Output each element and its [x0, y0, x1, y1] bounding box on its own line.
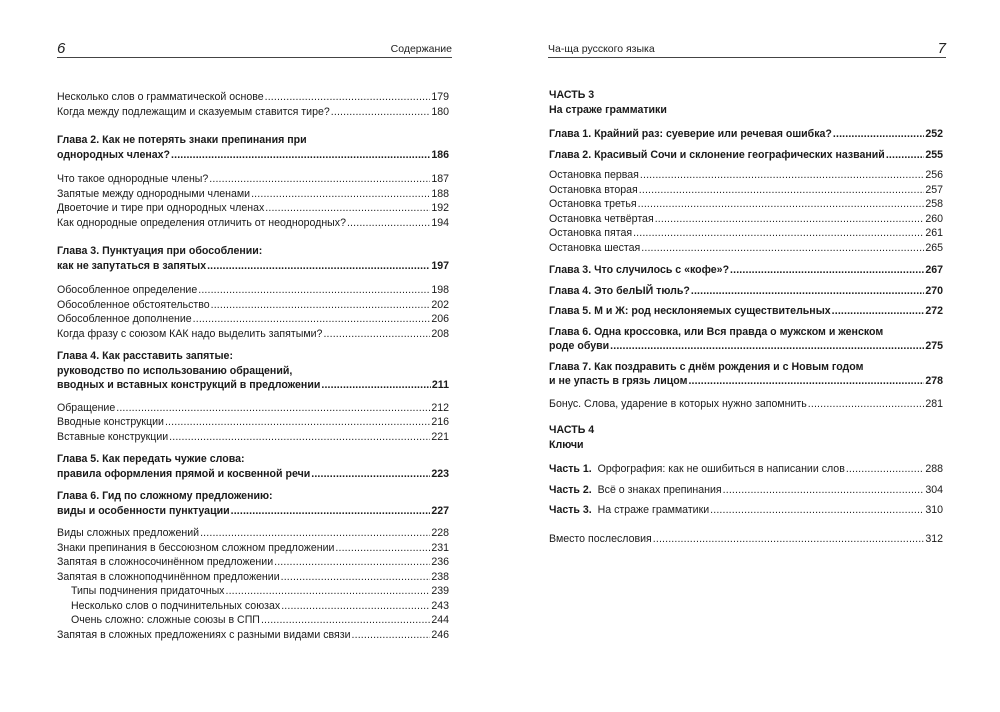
toc-entry[interactable]: Запятая в сложных предложениях с разными видами связи . . . 246 [57, 628, 449, 643]
chapter-6-entry[interactable]: виды и особенности пунктуации . . . 227 [57, 504, 449, 519]
toc-entry[interactable]: Обособленное определение . . . 198 [57, 283, 449, 298]
right-page [500, 0, 1000, 712]
chapter-1-entry[interactable]: Глава 1. Крайний раз: суеверие или речевая ошибка? . . . 252 [549, 127, 943, 142]
chapter-5-title: Глава 5. Как передать чужие слова: [57, 453, 245, 465]
chapter-4-subtitle: руководство по использованию обращений, [57, 364, 293, 377]
toc-subentry[interactable]: Типы подчинения придаточных . . . 239 [57, 584, 449, 599]
toc-right [549, 88, 943, 546]
toc-entry[interactable]: Остановка первая . . . 256 [549, 168, 943, 183]
chapter-4-entry[interactable]: вводных и вставных конструкций в предложении . . . 211 [57, 378, 449, 393]
toc-left [57, 90, 449, 642]
toc-entry[interactable]: Виды сложных предложений . . . 228 [57, 526, 449, 541]
toc-entry[interactable]: Двоеточие и тире при однородных членах . . . 192 [57, 201, 449, 216]
toc-entry[interactable]: Когда фразу с союзом КАК надо выделить запятыми? . . . 208 [57, 327, 449, 342]
page-number: 6 [57, 40, 66, 57]
afterword-entry[interactable]: Вместо послесловия . . . 312 [549, 532, 943, 547]
chapter-7-entry[interactable]: и не упасть в грязь лицом . . . 278 [549, 374, 943, 389]
chapter-6-title: Глава 6. Одна кроссовка, или Вся правда о мужском и женском [549, 325, 884, 338]
keys-entry[interactable]: Часть 1. Орфография: как не ошибиться в написании слов . . . 288 [549, 462, 943, 477]
part-4-label: ЧАСТЬ 4 [549, 424, 595, 436]
keys-entry[interactable]: Часть 2. Всё о знаках препинания . . . 304 [549, 483, 943, 498]
toc-entry[interactable]: Знаки препинания в бессоюзном сложном предложении . . . 231 [57, 541, 449, 556]
running-header: Ча-ща русского языка [548, 43, 655, 55]
toc-entry[interactable]: Запятая в сложноподчинённом предложении . . . 238 [57, 570, 449, 585]
toc-entry[interactable]: Вставные конструкции . . . 221 [57, 430, 449, 445]
chapter-3-entry[interactable]: как не запутаться в запятых . . . 197 [57, 259, 449, 274]
keys-entry[interactable]: Часть 3. На страже грамматики . . . 310 [549, 503, 943, 518]
toc-entry[interactable]: Остановка пятая . . . 261 [549, 226, 943, 241]
running-header: Содержание [390, 43, 452, 55]
part-3-label: ЧАСТЬ 3 [549, 89, 595, 101]
chapter-3-entry[interactable]: Глава 3. Что случилось с «кофе»? . . . 267 [549, 263, 943, 278]
chapter-6-entry[interactable]: роде обуви . . . 275 [549, 339, 943, 354]
part-3-title: На страже грамматики [549, 103, 667, 116]
toc-entry[interactable]: Обособленное обстоятельство . . . 202 [57, 298, 449, 313]
bonus-entry[interactable]: Бонус. Слова, ударение в которых нужно запомнить . . . 281 [549, 397, 943, 412]
toc-entry[interactable]: Вводные конструкции . . . 216 [57, 415, 449, 430]
chapter-5-entry[interactable]: правила оформления прямой и косвенной речи . . . 223 [57, 467, 449, 482]
chapter-3-title: Глава 3. Пунктуация при обособлении: [57, 245, 263, 257]
page-number: 7 [937, 40, 946, 57]
toc-entry[interactable]: Остановка вторая . . . 257 [549, 183, 943, 198]
toc-entry[interactable]: Обособленное дополнение . . . 206 [57, 312, 449, 327]
chapter-5-entry[interactable]: Глава 5. М и Ж: род несклоняемых существительных . . . 272 [549, 304, 943, 319]
toc-entry[interactable]: Как однородные определения отличить от неоднородных? . . . 194 [57, 216, 449, 231]
toc-entry[interactable]: Обращение . . . 212 [57, 401, 449, 416]
chapter-6-title: Глава 6. Гид по сложному предложению: [57, 490, 273, 502]
header-rule [548, 57, 946, 58]
chapter-4-entry[interactable]: Глава 4. Это белЫЙ тюль? . . . 270 [549, 284, 943, 299]
toc-entry[interactable]: Когда между подлежащим и сказуемым ставится тире? . . . 180 [57, 105, 449, 120]
toc-entry[interactable]: Несколько слов о грамматической основе . . . 179 [57, 90, 449, 105]
chapter-2-entry[interactable]: однородных членах? . . . 186 [57, 148, 449, 163]
chapter-4-title: Глава 4. Как расставить запятые: [57, 350, 233, 362]
chapter-2-title: Глава 2. Как не потерять знаки препинания при [57, 134, 307, 146]
toc-subentry[interactable]: Очень сложно: сложные союзы в СПП . . . 244 [57, 613, 449, 628]
toc-entry[interactable]: Что такое однородные члены? . . . 187 [57, 172, 449, 187]
toc-entry[interactable]: Остановка четвёртая . . . 260 [549, 212, 943, 227]
toc-entry[interactable]: Запятая в сложносочинённом предложении . . . 236 [57, 555, 449, 570]
chapter-2-entry[interactable]: Глава 2. Красивый Сочи и склонение географических названий . . . 255 [549, 148, 943, 163]
header-rule [57, 57, 452, 58]
toc-entry[interactable]: Остановка третья . . . 258 [549, 197, 943, 212]
toc-subentry[interactable]: Несколько слов о подчинительных союзах . . . 243 [57, 599, 449, 614]
toc-entry[interactable]: Остановка шестая . . . 265 [549, 241, 943, 256]
toc-entry[interactable]: Запятые между однородными членами . . . 188 [57, 187, 449, 202]
chapter-7-title: Глава 7. Как поздравить с днём рождения и с Новым годом [549, 360, 864, 373]
part-4-title: Ключи [549, 438, 584, 451]
